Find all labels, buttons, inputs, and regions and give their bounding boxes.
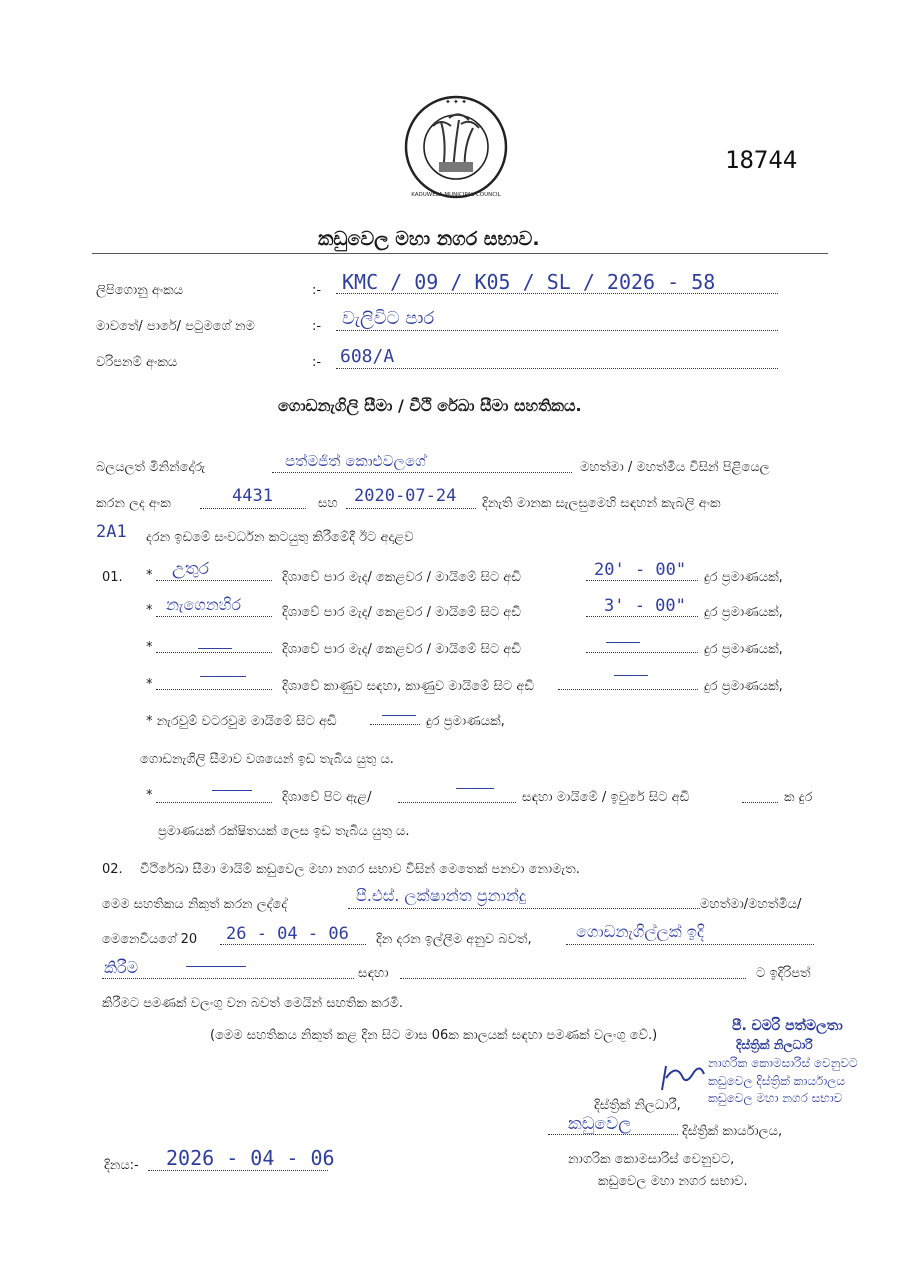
council-name-heading: කඩුවෙල මහා නගර සභාව. <box>318 228 540 250</box>
row7-dir-dots <box>156 802 272 803</box>
row2-star: * <box>146 603 153 618</box>
applicant-dots <box>348 908 700 909</box>
row2-tail: දුර ප්‍රමාණයක්, <box>704 605 783 620</box>
row4-text: දිශාවේ කාණුව සඳහා, කාණුව මායිමේ සිට අඩි <box>282 679 535 694</box>
row7-text-c: ක දුර <box>784 790 813 805</box>
row3-dir-dash <box>198 648 232 649</box>
purpose-line1: ගොඩනැගිල්ලක් ඉදි <box>576 922 704 941</box>
row2-dir-dots <box>156 616 272 617</box>
date-dots <box>148 1170 328 1171</box>
row5-dots <box>370 724 420 725</box>
row4-dir-dots <box>156 689 272 690</box>
request-date-dots <box>220 944 366 945</box>
row2-dist-dots <box>586 616 698 617</box>
row2-text: දිශාවේ පාර මැද/ කෙළවර / මායිමේ සිට අඩි <box>282 605 521 620</box>
request-date: 26 - 04 - 06 <box>226 924 349 944</box>
stamp-line3: නාගරික කොමසාරිස් වෙනුවට <box>708 1056 858 1070</box>
svg-text:✦ ✦ ✦: ✦ ✦ ✦ <box>444 98 468 106</box>
svg-text:KADUWELA MUNICIPAL COUNCIL: KADUWELA MUNICIPAL COUNCIL <box>411 192 501 198</box>
validity-note: (මෙම සහතිකය නිකුත් කළ දින සිට මාස 06ක කාලයක් සඳහා පමණක් වලංගු වේ.) <box>210 1028 658 1043</box>
officer-signature <box>654 1060 710 1096</box>
lot-number: 2A1 <box>96 522 127 542</box>
stamp-line4: කඩුවෙල දිස්ත්‍රික් කාර්යාලය <box>708 1074 845 1088</box>
date-label: දිනය:- <box>104 1158 139 1173</box>
para1-surveyor-prefix: බලයලත් මිනින්දෝරු <box>96 460 206 475</box>
issue-line3-b: සඳහා <box>358 966 389 981</box>
row3-dir-dots <box>156 652 272 653</box>
issue-line3-dots <box>400 978 746 979</box>
row3-tail: දුර ප්‍රමාණයක්, <box>704 642 783 657</box>
row3-dist-dots <box>586 652 698 653</box>
for-commissioner: නාගරික කොමසාරිස් වෙනුවට, <box>568 1152 735 1167</box>
issue-line4: කිරීමට පමණක් වලංගු වන බවත් මෙයින් සහතික කරමි. <box>102 996 403 1011</box>
row1-tail: දුර ප්‍රමාණයක්, <box>704 570 783 585</box>
document-number: 18744 <box>725 146 798 174</box>
purpose-line1-dots <box>566 944 814 945</box>
row1-star: * <box>146 568 153 583</box>
purpose-line2-dots <box>102 978 354 979</box>
row7-star: * <box>146 788 153 803</box>
row5-tail: දුර ප්‍රමාණයක්, <box>426 714 505 729</box>
row7-text-b: සඳහා මායිමේ / ඉවුරේ සිට අඩි <box>522 790 690 805</box>
assessment-dots <box>336 368 778 369</box>
surveyor-name: පත්මජිත් කොළුවලගේ <box>285 452 426 470</box>
road-colon: :- <box>312 319 322 334</box>
road-dots <box>336 330 778 331</box>
stamp-officer-name: පී. චමරි පත්මලතා <box>732 1018 843 1034</box>
row2-direction: නැගෙනහිර <box>166 595 242 614</box>
row7-text-a: දිශාවේ පිට ඇළ/ <box>282 790 372 805</box>
date-value: 2026 - 04 - 06 <box>166 1146 335 1170</box>
council-seal <box>403 92 509 206</box>
item2-text: වීථිරේඛා සීමා මායිම් කඩුවෙල මහා නගර සභාව විසින් මෙතෙක් පනවා නොමැත. <box>140 862 580 877</box>
district-dots <box>548 1134 678 1135</box>
row4-tail: දුර ප්‍රමාණයක්, <box>704 679 783 694</box>
assessment-label: වරිපනම් අංකය <box>96 355 178 370</box>
row7-dir-dash <box>212 790 252 791</box>
setback-text: ගොඩනැගිලි සීමාව වශයෙන් ඉඩ තැබිය යුතු ය. <box>140 752 394 767</box>
issue-line1-b: මහත්මා/මහත්මිය/ <box>700 897 802 912</box>
certificate-title: ගොඩනැගිලි සීමා / වීථි රේඛා සීමා සහතිකය. <box>278 396 582 415</box>
purpose-line2-dash <box>186 966 246 967</box>
reserve-text: ප්‍රමාණයක් රක්ෂිතයක් ලෙස ඉඩ තැබිය යුතු ය. <box>158 824 410 839</box>
district-office-label: දිස්ත්‍රික් කාර්යාලය, <box>682 1124 783 1139</box>
road-label: මාවතේ/ පාරේ/ පටුමගේ නම <box>96 319 255 334</box>
road-value: වැලිවිට පාර <box>342 308 435 329</box>
council-sign-off: කඩුවෙල මහා නගර සභාව. <box>598 1174 748 1189</box>
row1-dist-dots <box>586 580 698 581</box>
row7-mid-dots <box>398 802 516 803</box>
para1-and: සහ <box>318 496 338 511</box>
issue-line2-b: දින දරන ඉල්ලීම අනුව බවත්, <box>376 932 532 947</box>
row1-direction: උතුර <box>172 559 210 579</box>
file-no-colon: :- <box>312 283 322 298</box>
row1-text: දිශාවේ පාර මැද/ කෙළවර / මායිමේ සිට අඩි <box>282 570 521 585</box>
row4-star: * <box>146 677 153 692</box>
plan-date-dots <box>346 508 476 509</box>
issue-line1-a: මෙම සහතිකය නිකුත් කරන ලද්දේ <box>102 897 288 912</box>
row4-dist-dots <box>558 689 698 690</box>
district-name-handwritten: කඩුවෙල <box>568 1114 632 1134</box>
plan-no-dots <box>200 508 306 509</box>
district-officer-label: දිස්ත්‍රික් නිලධාරී, <box>594 1098 681 1113</box>
purpose-line2: කිරීම <box>104 958 139 977</box>
para1-plan-prefix: කරන ලද අංක <box>96 496 171 511</box>
para1-development: දරන ඉඩමේ සංවර්ධන කටයුතු කිරීමේදී ඊට අදාළව <box>146 530 414 545</box>
stamp-line5: කඩුවෙල මහා නගර සභාව <box>708 1091 843 1105</box>
row2-distance: 3' - 00" <box>604 596 686 616</box>
row5-dash <box>382 715 416 716</box>
row4-dir-dash <box>200 676 246 677</box>
applicant-name: පී.එස්. ලක්ෂාන්ත ප්‍රනාන්දු <box>356 886 526 905</box>
assessment-colon: :- <box>312 355 322 370</box>
file-no-value: KMC / 09 / K05 / SL / 2026 - 58 <box>342 270 716 294</box>
issue-line2-a: මෙනෙවියගේ 20 <box>102 932 198 947</box>
row4-dist-dash <box>614 675 648 676</box>
file-no-label: ලිපිගොනු අංකය <box>96 283 184 298</box>
assessment-value: 608/A <box>340 346 395 367</box>
surveyor-dots <box>272 472 572 473</box>
row1-dir-dots <box>156 580 272 581</box>
row7-mid-dash <box>456 788 494 789</box>
para1-mr-mrs: මහත්මා / මහත්මිය විසින් පිළියෙල <box>580 460 770 475</box>
para1-plan-suffix: දිනැති මානක සැලසුමෙහි සඳහන් කැබලි අංක <box>482 496 721 511</box>
item1-number: 01. <box>102 570 123 585</box>
plan-number: 4431 <box>232 486 273 506</box>
row3-text: දිශාවේ පාර මැද/ කෙළවර / මායිමේ සිට අඩි <box>282 642 521 657</box>
stamp-officer-title: දිස්ත්‍රික් නිලධාරි <box>736 1038 813 1052</box>
plan-date: 2020-07-24 <box>354 486 457 506</box>
row7-dist-dots <box>742 802 778 803</box>
row1-distance: 20' - 00" <box>594 560 687 580</box>
file-no-dots <box>336 293 778 294</box>
row5-text: * නැරවුම් වටරවුම මායිමේ සිට අඩි <box>146 714 337 729</box>
row3-dist-dash <box>606 642 640 643</box>
issue-line3-c: ට ඉදිරිපත් <box>756 966 811 981</box>
item2-number: 02. <box>102 862 123 877</box>
row3-star: * <box>146 640 153 655</box>
heading-rule <box>92 253 828 254</box>
